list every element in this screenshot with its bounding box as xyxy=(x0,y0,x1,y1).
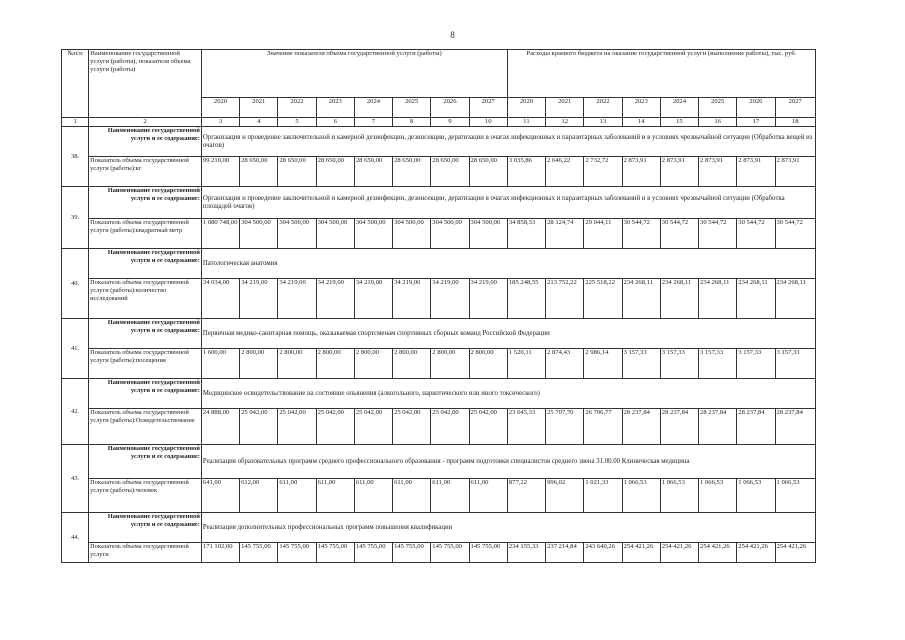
value-cell: 611,00 xyxy=(431,479,469,513)
value-cell: 34 034,00 xyxy=(201,279,239,319)
value-cell: 2 873,91 xyxy=(737,157,775,187)
value-cell: 34 219,00 xyxy=(278,279,316,319)
service-content: Реализация образовательных программ среднего профессионального образования - программ подготовки специалистов среднего звена 31.00.00 Клиническая медицина xyxy=(201,445,815,479)
value-cell: 34 219,00 xyxy=(469,279,507,319)
section-label: Наименование государственной услуги и ее содержание: xyxy=(89,445,202,479)
value-cell: 304 500,00 xyxy=(316,219,354,249)
column-number: 1 xyxy=(62,118,89,127)
section-row xyxy=(62,187,816,219)
volume-year-2027: 2027 xyxy=(469,98,507,118)
section-label: Наименование государственной услуги и ее содержание: xyxy=(89,379,202,409)
value-cell: 145 755,00 xyxy=(240,543,278,563)
value-cell: 2 800,00 xyxy=(354,349,392,379)
column-number: 4 xyxy=(240,118,278,127)
value-cell: 34 219,00 xyxy=(316,279,354,319)
value-cell: 185 248,55 xyxy=(507,279,545,319)
page-number: 8 xyxy=(450,30,455,40)
value-cell: 28 650,00 xyxy=(354,157,392,187)
column-number: 11 xyxy=(507,118,545,127)
value-cell: 612,00 xyxy=(240,479,278,513)
budget-year-2022: 2022 xyxy=(584,98,622,118)
value-cell: 25 042,00 xyxy=(316,409,354,445)
value-cell: 2 800,00 xyxy=(278,349,316,379)
column-number: 18 xyxy=(775,118,816,127)
value-cell: 234 268,11 xyxy=(699,279,737,319)
header-num: №п/п xyxy=(62,50,89,118)
volume-year-2022: 2022 xyxy=(278,98,316,118)
service-content: Патологическая анатомия xyxy=(201,249,815,279)
value-cell: 877,22 xyxy=(507,479,545,513)
value-cell: 2 873,91 xyxy=(699,157,737,187)
value-cell: 1 066,53 xyxy=(660,479,698,513)
budget-year-2025: 2025 xyxy=(699,98,737,118)
value-cell: 2 800,00 xyxy=(393,349,431,379)
value-cell: 254 421,26 xyxy=(699,543,737,563)
indicator-row xyxy=(62,479,816,513)
budget-year-2020: 2020 xyxy=(507,98,545,118)
volume-year-2023: 2023 xyxy=(316,98,354,118)
value-cell: 28 650,00 xyxy=(278,157,316,187)
value-cell: 234 268,11 xyxy=(737,279,775,319)
volume-year-2020: 2020 xyxy=(201,98,239,118)
value-cell: 2 800,00 xyxy=(316,349,354,379)
value-cell: 171 102,00 xyxy=(201,543,239,563)
value-cell: 29 044,11 xyxy=(584,219,622,249)
column-number: 5 xyxy=(278,118,316,127)
value-cell: 28 237,84 xyxy=(737,409,775,445)
value-cell: 3 157,33 xyxy=(622,349,660,379)
value-cell: 34 219,00 xyxy=(240,279,278,319)
value-cell: 145 755,00 xyxy=(469,543,507,563)
header-budget-group: Расходы краевого бюджета на оказание государственной услуги (выполнение работы), тыс. руб. xyxy=(507,50,815,98)
value-cell: 3 157,33 xyxy=(737,349,775,379)
column-number: 15 xyxy=(660,118,698,127)
indicator-label: Показатель объема государственной услуги xyxy=(89,543,202,563)
column-number: 10 xyxy=(469,118,507,127)
value-cell: 1 066,53 xyxy=(737,479,775,513)
value-cell: 254 421,26 xyxy=(622,543,660,563)
value-cell: 34 858,33 xyxy=(507,219,545,249)
indicator-row xyxy=(62,157,816,187)
value-cell: 213 752,22 xyxy=(546,279,584,319)
value-cell: 2 873,91 xyxy=(775,157,816,187)
value-cell: 304 500,00 xyxy=(469,219,507,249)
indicator-row xyxy=(62,409,816,445)
value-cell: 234 155,33 xyxy=(507,543,545,563)
column-number: 12 xyxy=(546,118,584,127)
column-number: 14 xyxy=(622,118,660,127)
value-cell: 26 706,77 xyxy=(584,409,622,445)
value-cell: 237 214,84 xyxy=(546,543,584,563)
value-cell: 2 873,91 xyxy=(622,157,660,187)
section-row xyxy=(62,379,816,409)
value-cell: 145 755,00 xyxy=(278,543,316,563)
value-cell: 30 544,72 xyxy=(737,219,775,249)
value-cell: 145 755,00 xyxy=(316,543,354,563)
value-cell: 28 237,84 xyxy=(622,409,660,445)
section-row xyxy=(62,127,816,157)
section-row xyxy=(62,319,816,349)
value-cell: 28 650,00 xyxy=(469,157,507,187)
value-cell: 1 520,11 xyxy=(507,349,545,379)
column-number: 13 xyxy=(584,118,622,127)
column-number: 8 xyxy=(393,118,431,127)
value-cell: 304 500,00 xyxy=(278,219,316,249)
value-cell: 2 732,72 xyxy=(584,157,622,187)
value-cell: 2 874,43 xyxy=(546,349,584,379)
value-cell: 3 157,33 xyxy=(660,349,698,379)
value-cell: 28 237,84 xyxy=(660,409,698,445)
value-cell: 99 210,00 xyxy=(201,157,239,187)
column-number: 2 xyxy=(89,118,202,127)
value-cell: 28 237,84 xyxy=(775,409,816,445)
value-cell: 34 219,00 xyxy=(431,279,469,319)
value-cell: 611,00 xyxy=(393,479,431,513)
value-cell: 25 042,00 xyxy=(469,409,507,445)
indicator-row xyxy=(62,349,816,379)
section-label: Наименование государственной услуги и ее содержание: xyxy=(89,319,202,349)
value-cell: 3 035,86 xyxy=(507,157,545,187)
value-cell: 611,00 xyxy=(278,479,316,513)
value-cell: 1 600,00 xyxy=(201,349,239,379)
value-cell: 996,02 xyxy=(546,479,584,513)
value-cell: 28 650,00 xyxy=(316,157,354,187)
value-cell: 2 800,00 xyxy=(469,349,507,379)
service-content: Организация и проведение заключительной и камерной дезинфекции, дезинсекции, дератизации в очагах инфекционных и паразитарных заболеваний и в условиях чрезвычайной ситуации (Обработка вещей из очагов) xyxy=(201,127,815,157)
value-cell: 145 755,00 xyxy=(354,543,392,563)
indicator-row xyxy=(62,543,816,563)
value-cell: 254 421,26 xyxy=(737,543,775,563)
value-cell: 28 124,74 xyxy=(546,219,584,249)
budget-year-2024: 2024 xyxy=(660,98,698,118)
budget-year-2023: 2023 xyxy=(622,98,660,118)
budget-table xyxy=(61,49,816,563)
value-cell: 611,00 xyxy=(469,479,507,513)
value-cell: 1 066,53 xyxy=(622,479,660,513)
section-row xyxy=(62,445,816,479)
value-cell: 3 157,33 xyxy=(775,349,816,379)
indicator-label: Показатель объема государственной услуги (работы):Освидетельствование xyxy=(89,409,202,445)
value-cell: 2 873,91 xyxy=(660,157,698,187)
value-cell: 2 646,22 xyxy=(546,157,584,187)
column-number: 7 xyxy=(354,118,392,127)
value-cell: 28 650,00 xyxy=(240,157,278,187)
value-cell: 611,00 xyxy=(354,479,392,513)
value-cell: 234 268,11 xyxy=(660,279,698,319)
value-cell: 34 219,00 xyxy=(393,279,431,319)
value-cell: 28 237,84 xyxy=(699,409,737,445)
value-cell: 28 650,00 xyxy=(431,157,469,187)
row-number: 43. xyxy=(62,445,89,513)
volume-year-2026: 2026 xyxy=(431,98,469,118)
row-number: 38. xyxy=(62,127,89,187)
value-cell: 25 042,00 xyxy=(431,409,469,445)
indicator-label: Показатель объема государственной услуги (работы):кг xyxy=(89,157,202,187)
budget-year-2026: 2026 xyxy=(737,98,775,118)
column-number: 16 xyxy=(699,118,737,127)
value-cell: 25 707,70 xyxy=(546,409,584,445)
budget-year-2021: 2021 xyxy=(546,98,584,118)
row-number: 40. xyxy=(62,249,89,319)
value-cell: 304 500,00 xyxy=(431,219,469,249)
column-number: 6 xyxy=(316,118,354,127)
value-cell: 304 500,00 xyxy=(354,219,392,249)
value-cell: 254 421,26 xyxy=(775,543,816,563)
value-cell: 24 888,00 xyxy=(201,409,239,445)
value-cell: 2 986,14 xyxy=(584,349,622,379)
section-row xyxy=(62,249,816,279)
indicator-label: Показатель объема государственной услуги (работы):посещения xyxy=(89,349,202,379)
value-cell: 30 544,72 xyxy=(775,219,816,249)
value-cell: 30 544,72 xyxy=(660,219,698,249)
value-cell: 225 518,22 xyxy=(584,279,622,319)
value-cell: 234 268,11 xyxy=(775,279,816,319)
volume-year-2025: 2025 xyxy=(393,98,431,118)
value-cell: 1 066,53 xyxy=(699,479,737,513)
indicator-label: Показатель объема государственной услуги (работы):количество исследований xyxy=(89,279,202,319)
row-number: 42. xyxy=(62,379,89,445)
value-cell: 25 042,00 xyxy=(354,409,392,445)
value-cell: 23 645,33 xyxy=(507,409,545,445)
service-content: Организация и проведение заключительной и камерной дезинфекции, дезинсекции, дератизации в очагах инфекционных и паразитарных заболеваний и в условиях чрезвычайной ситуации (Обработка площадей очагов) xyxy=(201,187,815,219)
column-number: 9 xyxy=(431,118,469,127)
value-cell: 254 421,26 xyxy=(660,543,698,563)
column-number: 17 xyxy=(737,118,775,127)
volume-year-2024: 2024 xyxy=(354,98,392,118)
value-cell: 25 042,00 xyxy=(393,409,431,445)
value-cell: 3 157,33 xyxy=(699,349,737,379)
value-cell: 1 080 748,00 xyxy=(201,219,239,249)
value-cell: 30 544,72 xyxy=(699,219,737,249)
volume-year-2021: 2021 xyxy=(240,98,278,118)
value-cell: 2 800,00 xyxy=(431,349,469,379)
service-content: Медицинское освидетельствование на состояние опьянения (алкогольного, наркотического или иного токсического) xyxy=(201,379,815,409)
value-cell: 145 755,00 xyxy=(431,543,469,563)
row-number: 39. xyxy=(62,187,89,249)
header-name: Наименование государственной услуги (работы), показателя объема услуги (работы) xyxy=(89,50,202,118)
section-row xyxy=(62,513,816,543)
service-content: Реализация дополнительных профессиональных программ повышения квалификации xyxy=(201,513,815,543)
service-content: Первичная медико-санитарная помощь, оказываемая спортсменам спортивных сборных команд Российской Федерации xyxy=(201,319,815,349)
value-cell: 145 755,00 xyxy=(393,543,431,563)
value-cell: 1 021,33 xyxy=(584,479,622,513)
value-cell: 30 544,72 xyxy=(622,219,660,249)
value-cell: 25 042,00 xyxy=(240,409,278,445)
value-cell: 304 500,00 xyxy=(240,219,278,249)
budget-year-2027: 2027 xyxy=(775,98,816,118)
indicator-label: Показатель объема государственной услуги (работы):человек xyxy=(89,479,202,513)
value-cell: 304 500,00 xyxy=(393,219,431,249)
value-cell: 1 066,53 xyxy=(775,479,816,513)
value-cell: 28 650,00 xyxy=(393,157,431,187)
value-cell: 234 268,11 xyxy=(622,279,660,319)
column-number: 3 xyxy=(201,118,239,127)
section-label: Наименование государственной услуги и ее содержание: xyxy=(89,187,202,219)
value-cell: 243 640,26 xyxy=(584,543,622,563)
indicator-row xyxy=(62,219,816,249)
value-cell: 34 219,00 xyxy=(354,279,392,319)
row-number: 41. xyxy=(62,319,89,379)
row-number: 44. xyxy=(62,513,89,563)
section-label: Наименование государственной услуги и ее содержание: xyxy=(89,513,202,543)
header-volume-group: Значение показателя объема государственной услуги (работы) xyxy=(201,50,507,98)
indicator-label: Показатель объема государственной услуги (работы):квадратный метр xyxy=(89,219,202,249)
value-cell: 611,00 xyxy=(316,479,354,513)
value-cell: 2 800,00 xyxy=(240,349,278,379)
section-label: Наименование государственной услуги и ее содержание: xyxy=(89,249,202,279)
section-label: Наименование государственной услуги и ее содержание: xyxy=(89,127,202,157)
indicator-row xyxy=(62,279,816,319)
value-cell: 25 042,00 xyxy=(278,409,316,445)
value-cell: 641,00 xyxy=(201,479,239,513)
